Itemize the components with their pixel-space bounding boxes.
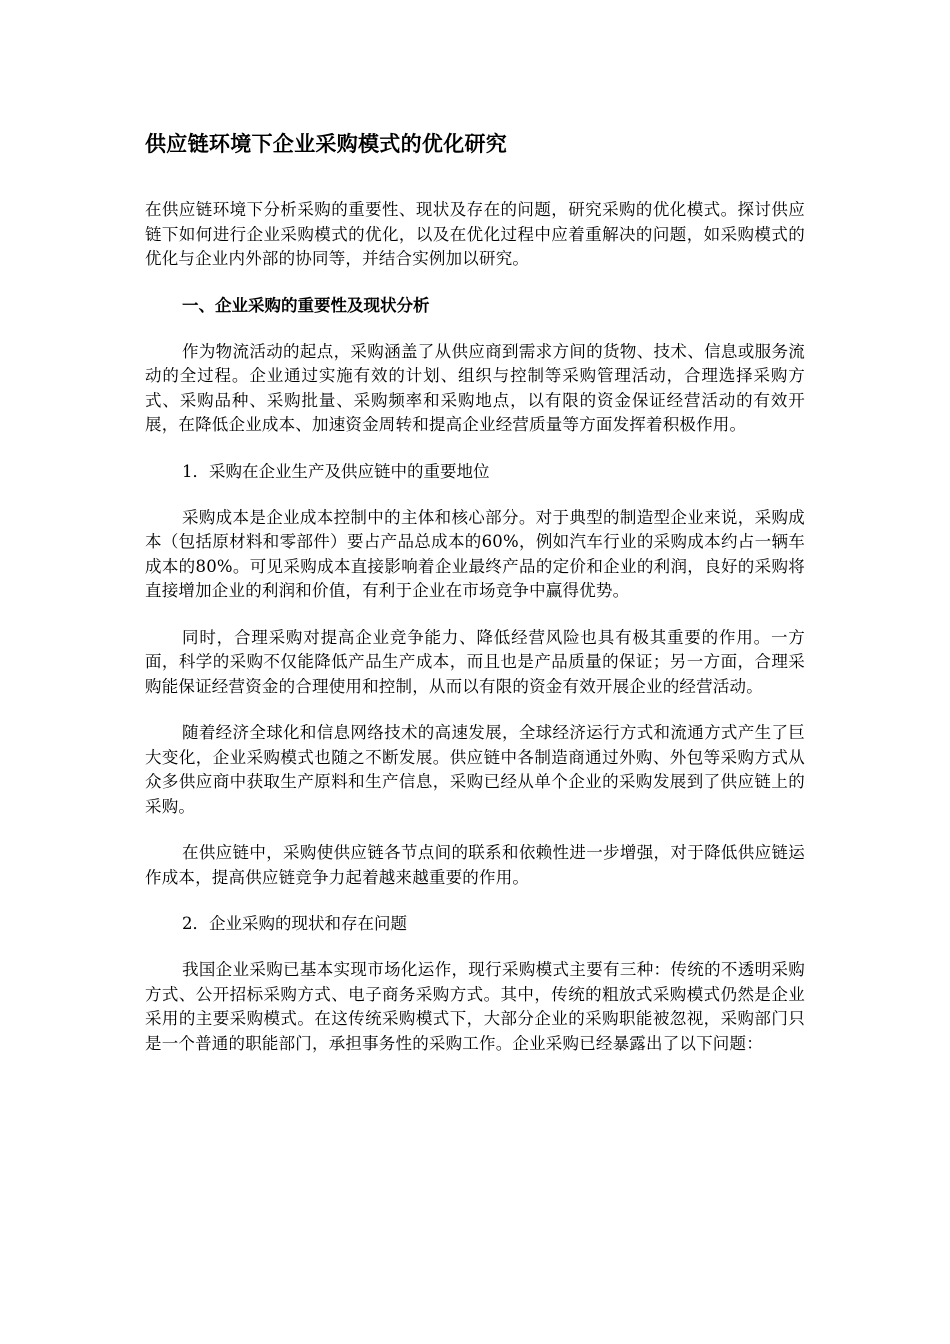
document-body <box>145 130 805 1078</box>
abstract-paragraph: 在供应链环境下分析采购的重要性、现状及存在的问题，研究采购的优化模式。探讨供应链下如何进行企业采购模式的优化，以及在优化过程中应着重解决的问题，如采购模式的优化与企业内外部的协同等，并结合实例加以研究。 <box>145 200 805 268</box>
paragraph-supply-chain: 在供应链中，采购使供应链各节点间的联系和依赖性进一步增强，对于降低供应链运作成本，提高供应链竞争力起着越来越重要的作用。 <box>145 843 805 887</box>
section-heading-importance-status: 一、企业采购的重要性及现状分析 <box>182 295 430 315</box>
paragraph-competitiveness: 同时，合理采购对提高企业竞争能力、降低经营风险也具有极其重要的作用。一方面，科学的采购不仅能降低产品生产成本，而且也是产品质量的保证；另一方面，合理采购能保证经营资金的合理使用和控制，从而以有限的资金有效开展企业的经营活动。 <box>145 627 805 696</box>
paragraph-purchase-cost: 采购成本是企业成本控制中的主体和核心部分。对于典型的制造型企业来说，采购成本（包括原材料和零部件）要占产品总成本的60%，例如汽车行业的采购成本约占一辆车成本的80%。可见采购成本直接影响着企业最终产品的定价和企业的利润，良好的采购将直接增加企业的利润和价值，有利于企业在市场竞争中赢得优势。 <box>145 507 805 600</box>
paragraph-current-status: 我国企业采购已基本实现市场化运作，现行采购模式主要有三种：传统的不透明采购方式、公开招标采购方式、电子商务采购方式。其中，传统的粗放式采购模式仍然是企业采用的主要采购模式。在这传统采购模式下，大部分企业的采购职能被忽视，采购部门只是一个普通的职能部门，承担事务性的采购工作。企业采购已经暴露出了以下问题： <box>145 960 805 1053</box>
document-title: 供应链环境下企业采购模式的优化研究 <box>145 132 508 156</box>
subsection-heading-status-problems: 2．企业采购的现状和存在问题 <box>182 914 407 933</box>
section-intro-paragraph: 作为物流活动的起点，采购涵盖了从供应商到需求方间的货物、技术、信息或服务流动的全过程。企业通过实施有效的计划、组织与控制等采购管理活动，合理选择采购方式、采购品种、采购批量、采购频率和采购地点，以有限的资金保证经营活动的有效开展，在降低企业成本、加速资金周转和提高企业经营质量等方面发挥着积极作用。 <box>145 341 805 434</box>
subsection-heading-importance: 1．采购在企业生产及供应链中的重要地位 <box>182 461 490 481</box>
paragraph-globalization: 随着经济全球化和信息网络技术的高速发展，全球经济运行方式和流通方式产生了巨大变化，企业采购模式也随之不断发展。供应链中各制造商通过外购、外包等采购方式从众多供应商中获取生产原料和生产信息，采购已经从单个企业的采购发展到了供应链上的采购。 <box>145 723 805 816</box>
